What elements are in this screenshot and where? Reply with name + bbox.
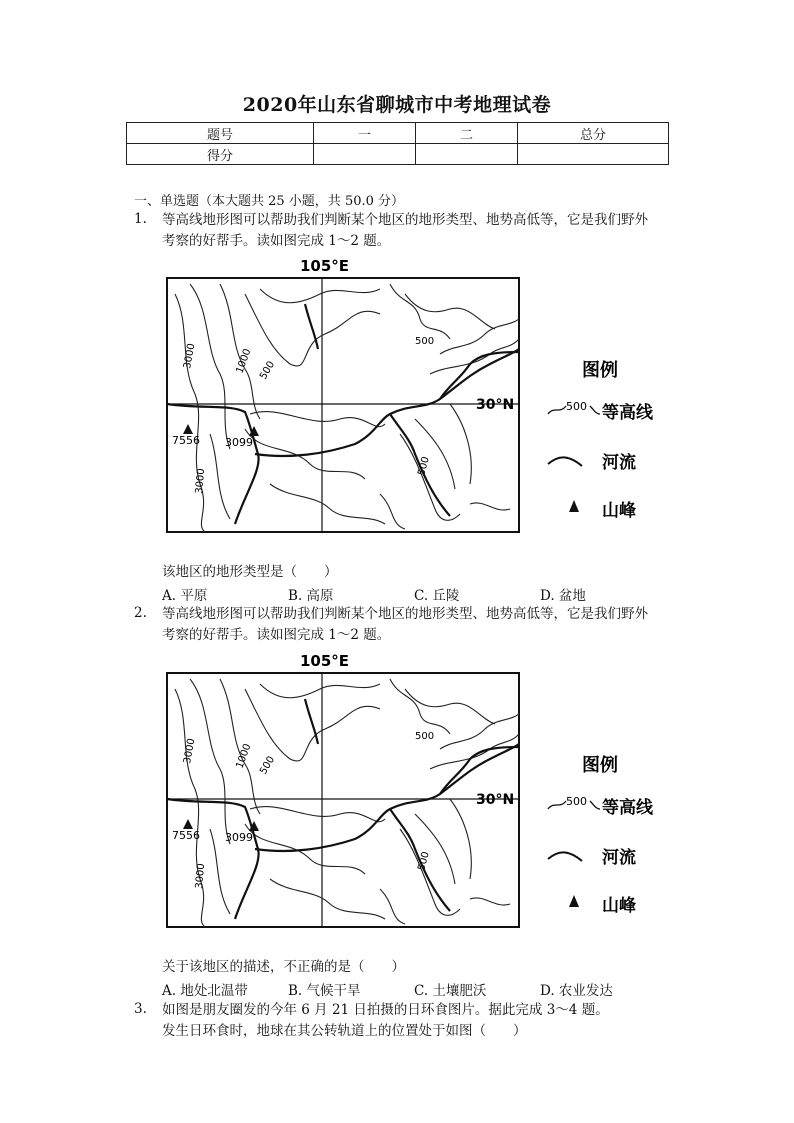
peak-triangle-icon [569, 500, 579, 512]
river-icon [548, 852, 582, 861]
score-table [126, 122, 669, 165]
contour-label: 3000 [194, 862, 208, 890]
section-header: 一、单选题（本大题共 25 小题，共 50.0 分） [134, 194, 405, 209]
score-row-label: 得分 [127, 144, 314, 165]
latitude-label: 30°N [476, 397, 515, 413]
latitude-label: 30°N [476, 792, 515, 808]
contour-label: 500 [416, 455, 432, 477]
question-number: 1. [134, 211, 147, 227]
sub-question: 该地区的地形类型是（ ） [162, 564, 338, 580]
question-stem-line: 如图是朋友圈发的今年 6 月 21 日拍摄的日环食图片。据此完成 3～4 题。 [162, 1002, 609, 1018]
longitude-label: 105°E [300, 257, 350, 275]
options-row [162, 979, 613, 999]
contour-label: 3000 [182, 737, 198, 765]
score-table-header-row [127, 123, 669, 144]
score-table-header: 总分 [518, 123, 669, 144]
score-table-row [127, 144, 669, 165]
contour-label: 500 [415, 336, 435, 347]
legend-sample-value: 500 [566, 795, 587, 808]
contour-map-figure [150, 649, 680, 939]
option-b[interactable]: B. 气候干旱 [288, 983, 361, 999]
contour-label: 500 [415, 731, 435, 742]
contour-label: 1000 [234, 742, 254, 771]
peak-label: 7556 [172, 434, 200, 447]
question-stem-line: 等高线地形图可以帮助我们判断某个地区的地形类型、地势高低等，它是我们野外 [162, 606, 648, 622]
peak-triangle-icon [183, 424, 193, 434]
option-a[interactable]: A. 地处北温带 [162, 983, 248, 999]
option-c[interactable]: C. 土壤肥沃 [414, 983, 487, 999]
question-stem-line: 等高线地形图可以帮助我们判断某个地区的地形类型、地势高低等，它是我们野外 [162, 212, 648, 228]
page-title: 2020年山东省聊城市中考地理试卷 [242, 94, 552, 116]
contour-map-figure [150, 254, 680, 544]
score-cell[interactable] [416, 144, 518, 165]
contour-label: 500 [258, 359, 278, 382]
contour-line-icon [548, 406, 566, 414]
question-stem [162, 210, 648, 252]
peak-triangle-icon [183, 819, 193, 829]
question-stem-line: 考察的好帮手。读如图完成 1～2 题。 [162, 233, 391, 249]
score-cell[interactable] [314, 144, 416, 165]
peak-label: 3099 [225, 436, 253, 449]
question-stem-line: 发生日环食时，地球在其公转轨道上的位置处于如图（ ） [162, 1023, 527, 1039]
contour-map [150, 254, 680, 544]
longitude-label: 105°E [300, 652, 350, 670]
score-table-header: 二 [416, 123, 518, 144]
river-icon [548, 457, 582, 466]
question-stem-line: 考察的好帮手。读如图完成 1～2 题。 [162, 627, 391, 643]
legend-sample-value: 500 [566, 400, 587, 413]
option-d[interactable]: D. 盆地 [540, 588, 586, 604]
peak-label: 7556 [172, 829, 200, 842]
option-c[interactable]: C. 丘陵 [414, 588, 460, 604]
option-a[interactable]: A. 平原 [162, 588, 208, 604]
question-number: 3. [134, 1001, 147, 1017]
contour-label: 1000 [234, 347, 254, 376]
option-b[interactable]: B. 高原 [288, 588, 334, 604]
options-row [162, 584, 586, 604]
question-stem [162, 604, 648, 646]
legend-label: 河流 [602, 848, 636, 868]
score-cell[interactable] [518, 144, 669, 165]
legend-title: 图例 [582, 360, 618, 381]
question-stem [162, 1000, 609, 1042]
contour-label: 3000 [194, 467, 208, 495]
score-table-header: 题号 [127, 123, 314, 144]
legend-label: 等高线 [602, 798, 653, 818]
sub-question: 关于该地区的描述，不正确的是（ ） [162, 959, 405, 975]
question-number: 2. [134, 605, 147, 621]
legend-label: 山峰 [602, 501, 636, 521]
map-frame [167, 673, 519, 927]
legend-label: 等高线 [602, 403, 653, 423]
option-d[interactable]: D. 农业发达 [540, 983, 613, 999]
peak-label: 3099 [225, 831, 253, 844]
legend-label: 山峰 [602, 896, 636, 916]
score-table-header: 一 [314, 123, 416, 144]
contour-line-icon [548, 801, 566, 809]
contour-label: 3000 [182, 342, 198, 370]
contour-label: 500 [416, 850, 432, 872]
legend-label: 河流 [602, 453, 636, 473]
map-frame [167, 278, 519, 532]
contour-label: 500 [258, 754, 278, 777]
legend-title: 图例 [582, 755, 618, 776]
contour-map [150, 649, 680, 939]
peak-triangle-icon [569, 895, 579, 907]
